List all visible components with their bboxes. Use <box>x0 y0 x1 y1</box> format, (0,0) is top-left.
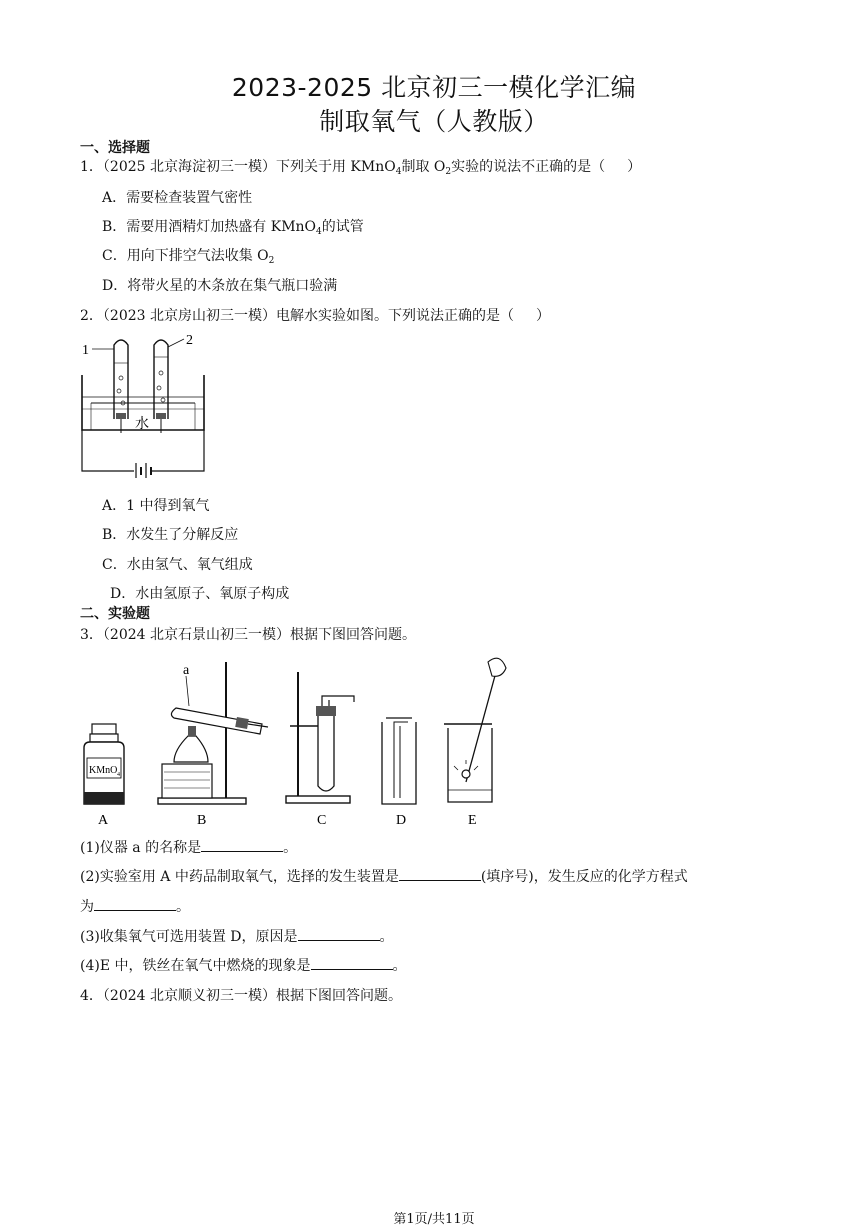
instrument-a-label: a <box>183 663 190 678</box>
answer-blank[interactable] <box>201 839 283 852</box>
page-footer: 第1页/共11页 <box>393 1212 475 1227</box>
question-1-stem: 1．（2025 北京海淀初三一模）下列关于用 KMnO$_4$制取 $O_2$实验的说法不正确的是（ ） <box>80 159 642 177</box>
answer-blank[interactable] <box>94 898 176 911</box>
question-4-stem: 4．（2024 北京顺义初三一模）根据下图回答问题。 <box>80 988 402 1004</box>
bottle-label: KMnO <box>89 765 118 776</box>
q1-option-d: D．将带火星的木条放在集气瓶口验满 <box>102 278 338 294</box>
tube-1-label: 1 <box>82 343 89 358</box>
q1-option-a: A．需要检查装置气密性 <box>102 190 253 206</box>
fig-label-d: D <box>396 813 407 828</box>
answer-blank[interactable] <box>298 928 380 941</box>
document-subtitle: 制取氧气（人教版） <box>319 107 549 136</box>
electrolysis-figure <box>78 333 210 478</box>
fig-label-c: C <box>317 813 327 828</box>
document-title: 2023-2025 北京初三一模化学汇编 <box>231 73 637 102</box>
apparatus-a-bottle <box>84 724 124 804</box>
water-label: 水 <box>135 417 149 432</box>
bottle-label-subscript: 4 <box>117 772 120 778</box>
tube-2-label: 2 <box>186 333 193 348</box>
q1-option-c: C．用向下排空气法收集 $O_2$ <box>102 248 275 266</box>
fig-label-b: B <box>197 813 207 828</box>
apparatus-figure <box>76 652 528 832</box>
apparatus-c-tube <box>286 672 354 803</box>
section-choice-heading: 一、选择题 <box>80 140 150 156</box>
section-experiment-heading: 二、实验题 <box>80 606 150 622</box>
apparatus-e-combustion <box>444 658 506 802</box>
apparatus-d-bottle <box>382 718 416 804</box>
q2-option-c: C．水由氢气、氧气组成 <box>102 557 253 573</box>
q3-part-1: (1)仪器 a 的名称是 。 <box>80 840 298 856</box>
question-3-stem: 3．（2024 北京石景山初三一模）根据下图回答问题。 <box>80 627 416 643</box>
answer-blank[interactable] <box>399 868 481 881</box>
q3-part-2-cont: 为 。 <box>80 899 190 915</box>
q2-option-b: B．水发生了分解反应 <box>102 527 239 543</box>
q3-part-2: (2)实验室用 A 中药品制取氧气，选择的发生装置是 (填序号)，发生反应的化学方程式 <box>80 869 688 885</box>
q2-option-d: D．水由氢原子、氧原子构成 <box>110 586 290 602</box>
q1-option-b: B．需要用酒精灯加热盛有 KMnO$_4$的试管 <box>102 219 364 237</box>
q3-part-4: (4)E 中，铁丝在氧气中燃烧的现象是 。 <box>80 958 407 974</box>
fig-label-e: E <box>468 813 477 828</box>
q2-option-a: A．1 中得到氧气 <box>102 498 210 514</box>
q3-part-3: (3)收集氧气可选用装置 D，原因是 。 <box>80 929 394 945</box>
fig-label-a: A <box>98 813 109 828</box>
answer-blank[interactable] <box>311 957 393 970</box>
question-2-stem: 2．（2023 北京房山初三一模）电解水实验如图。下列说法正确的是（ ） <box>80 308 550 324</box>
apparatus-b-heating <box>158 662 268 804</box>
